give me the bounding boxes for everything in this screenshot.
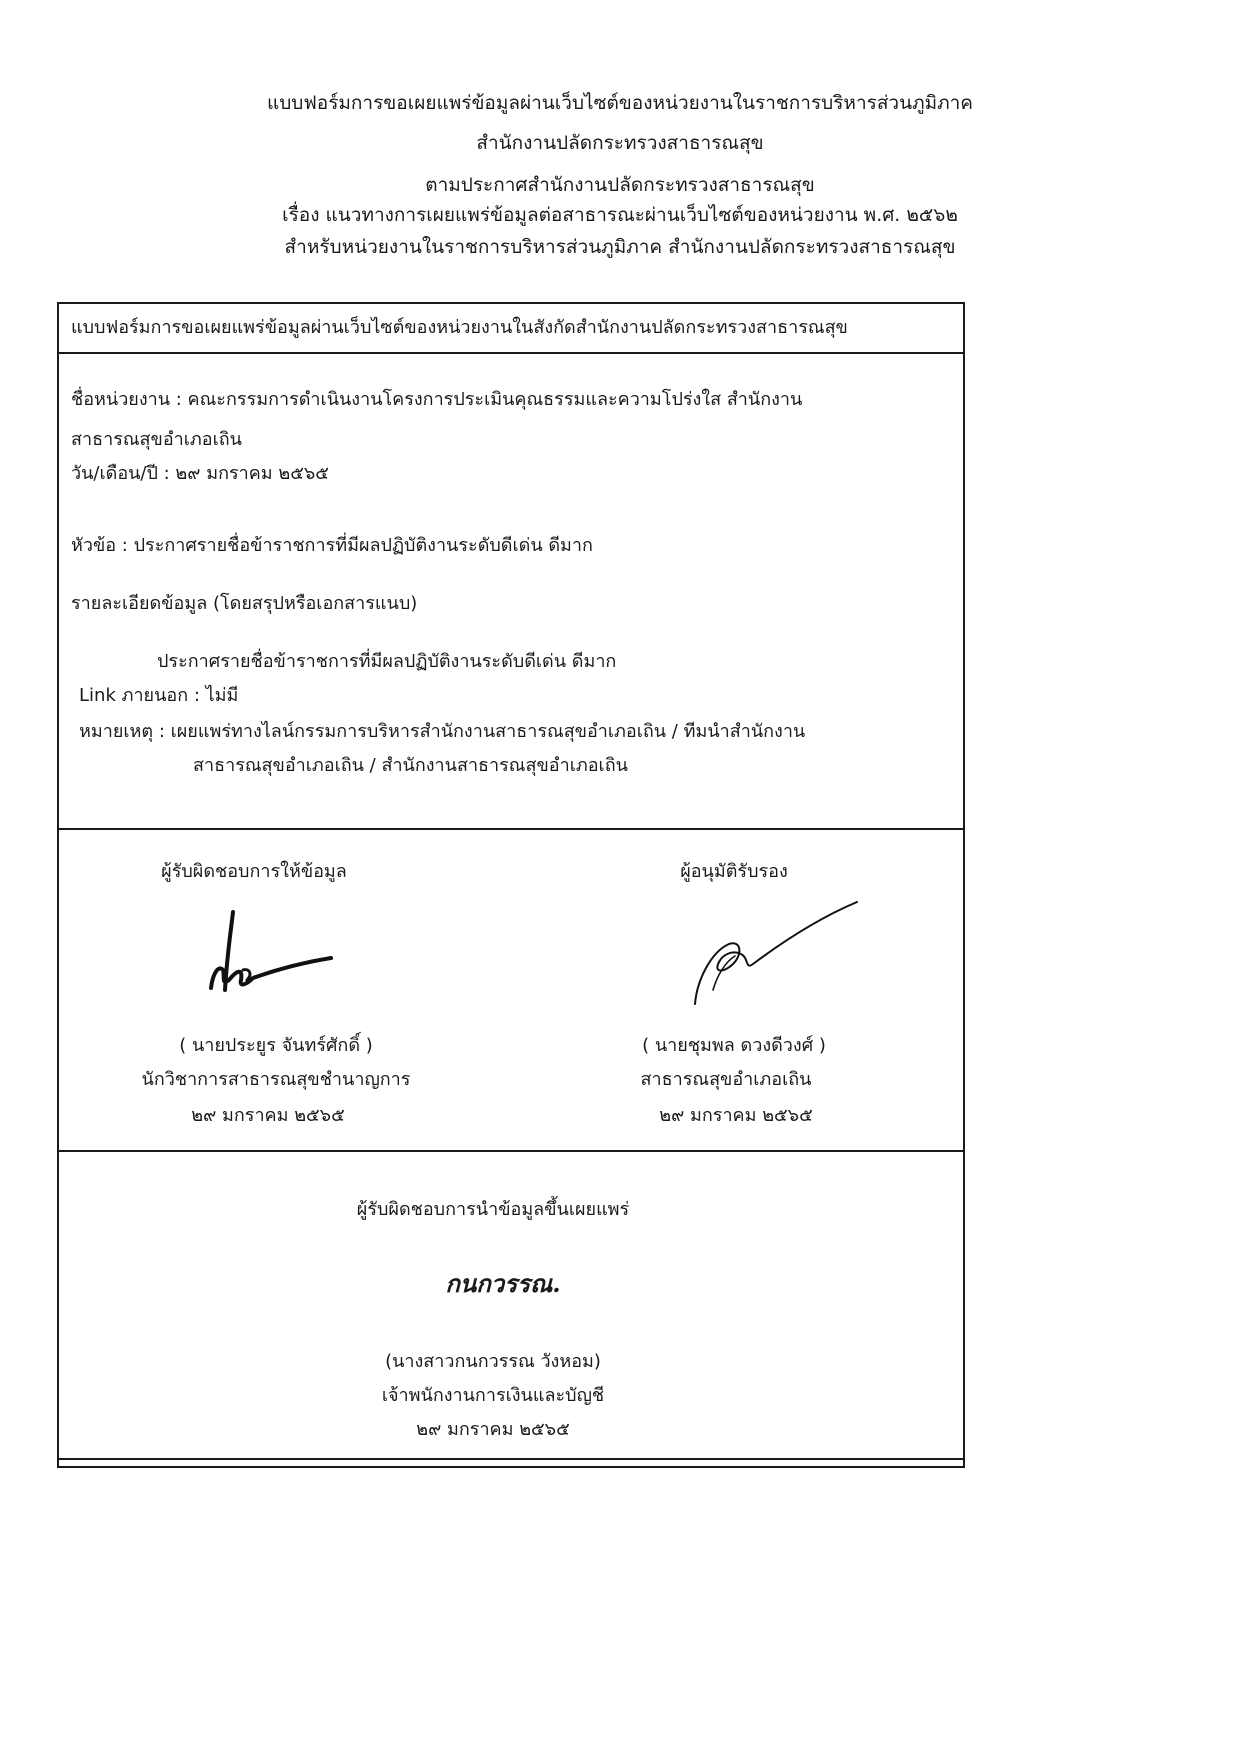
publisher-name: (นางสาวกนกวรรณ วังหอม) (385, 1351, 601, 1372)
remark-line-1: หมายเหตุ : เผยแพร่ทางไลน์กรรมการบริหารสำนักงานสาธารณสุขอำเภอเถิน / ทีมนำสำนักงาน (79, 721, 806, 742)
header-line-3: ตามประกาศสำนักงานปลัดกระทรวงสาธารณสุข (425, 174, 815, 196)
date-line: วัน/เดือน/ปี : ๒๙ มกราคม ๒๕๖๕ (71, 463, 329, 484)
topic-line: หัวข้อ : ประกาศรายชื่อข้าราชการที่มีผลปฏิบัติงานระดับดีเด่น ดีมาก (71, 535, 593, 556)
publisher-signature-image: กนกวรรณ. (445, 1269, 561, 1298)
detail-section (59, 354, 963, 830)
detail-label: รายละเอียดข้อมูล (โดยสรุปหรือเอกสารแนบ) (71, 593, 418, 614)
approver-role-title: ผู้อนุมัติรับรอง (680, 861, 788, 882)
detail-text: ประกาศรายชื่อข้าราชการที่มีผลปฏิบัติงานระดับดีเด่น ดีมาก (157, 651, 617, 672)
unit-name-line-1: ชื่อหน่วยงาน : คณะกรรมการดำเนินงานโครงการประเมินคุณธรรมและความโปร่งใส สำนักงาน (71, 389, 803, 410)
publisher-position: เจ้าพนักงานการเงินและบัญชี (381, 1385, 605, 1406)
header-line-1: แบบฟอร์มการขอเผยแพร่ข้อมูลผ่านเว็บไซต์ของหน่วยงานในราชการบริหารส่วนภูมิภาค (266, 92, 974, 114)
responsible-signature-block (59, 830, 509, 1150)
signature-section (59, 830, 963, 1152)
approver-signature-image (689, 900, 859, 1010)
publication-form (57, 302, 965, 1468)
form-title: แบบฟอร์มการขอเผยแพร่ข้อมูลผ่านเว็บไซต์ของหน่วยงานในสังกัดสำนักงานปลัดกระทรวงสาธารณสุข (59, 304, 963, 354)
responsible-name: ( นายประยูร จันทร์ศักดิ์ ) (179, 1035, 373, 1056)
remark-line-2: สาธารณสุขอำเภอเถิน / สำนักงานสาธารณสุขอำเภอเถิน (193, 755, 628, 776)
approver-position: สาธารณสุขอำเภอเถิน (640, 1069, 812, 1090)
approver-name: ( นายชุมพล ดวงดีวงศ์ ) (642, 1035, 826, 1056)
approver-signature-block (509, 830, 959, 1150)
responsible-position: นักวิชาการสาธารณสุขชำนาญการ (141, 1069, 411, 1090)
external-link-line: Link ภายนอก : ไม่มี (79, 685, 239, 706)
header-line-5: สำหรับหน่วยงานในราชการบริหารส่วนภูมิภาค สำนักงานปลัดกระทรวงสาธารณสุข (284, 236, 956, 258)
header-line-4: เรื่อง แนวทางการเผยแพร่ข้อมูลต่อสาธารณะผ่านเว็บไซต์ของหน่วยงาน พ.ศ. ๒๕๖๒ (282, 204, 958, 226)
responsible-role-title: ผู้รับผิดชอบการให้ข้อมูล (161, 861, 347, 882)
bottom-border (59, 1458, 963, 1466)
responsible-signature-image (181, 910, 331, 1000)
publisher-date: ๒๙ มกราคม ๒๕๖๕ (416, 1419, 570, 1440)
approver-date: ๒๙ มกราคม ๒๕๖๕ (659, 1105, 813, 1126)
responsible-date: ๒๙ มกราคม ๒๕๖๕ (191, 1105, 345, 1126)
publisher-role-title: ผู้รับผิดชอบการนำข้อมูลขึ้นเผยแพร่ (356, 1199, 630, 1220)
header-line-2: สำนักงานปลัดกระทรวงสาธารณสุข (476, 132, 764, 154)
publisher-section (59, 1152, 963, 1458)
unit-name-line-2: สาธารณสุขอำเภอเถิน (71, 429, 242, 450)
